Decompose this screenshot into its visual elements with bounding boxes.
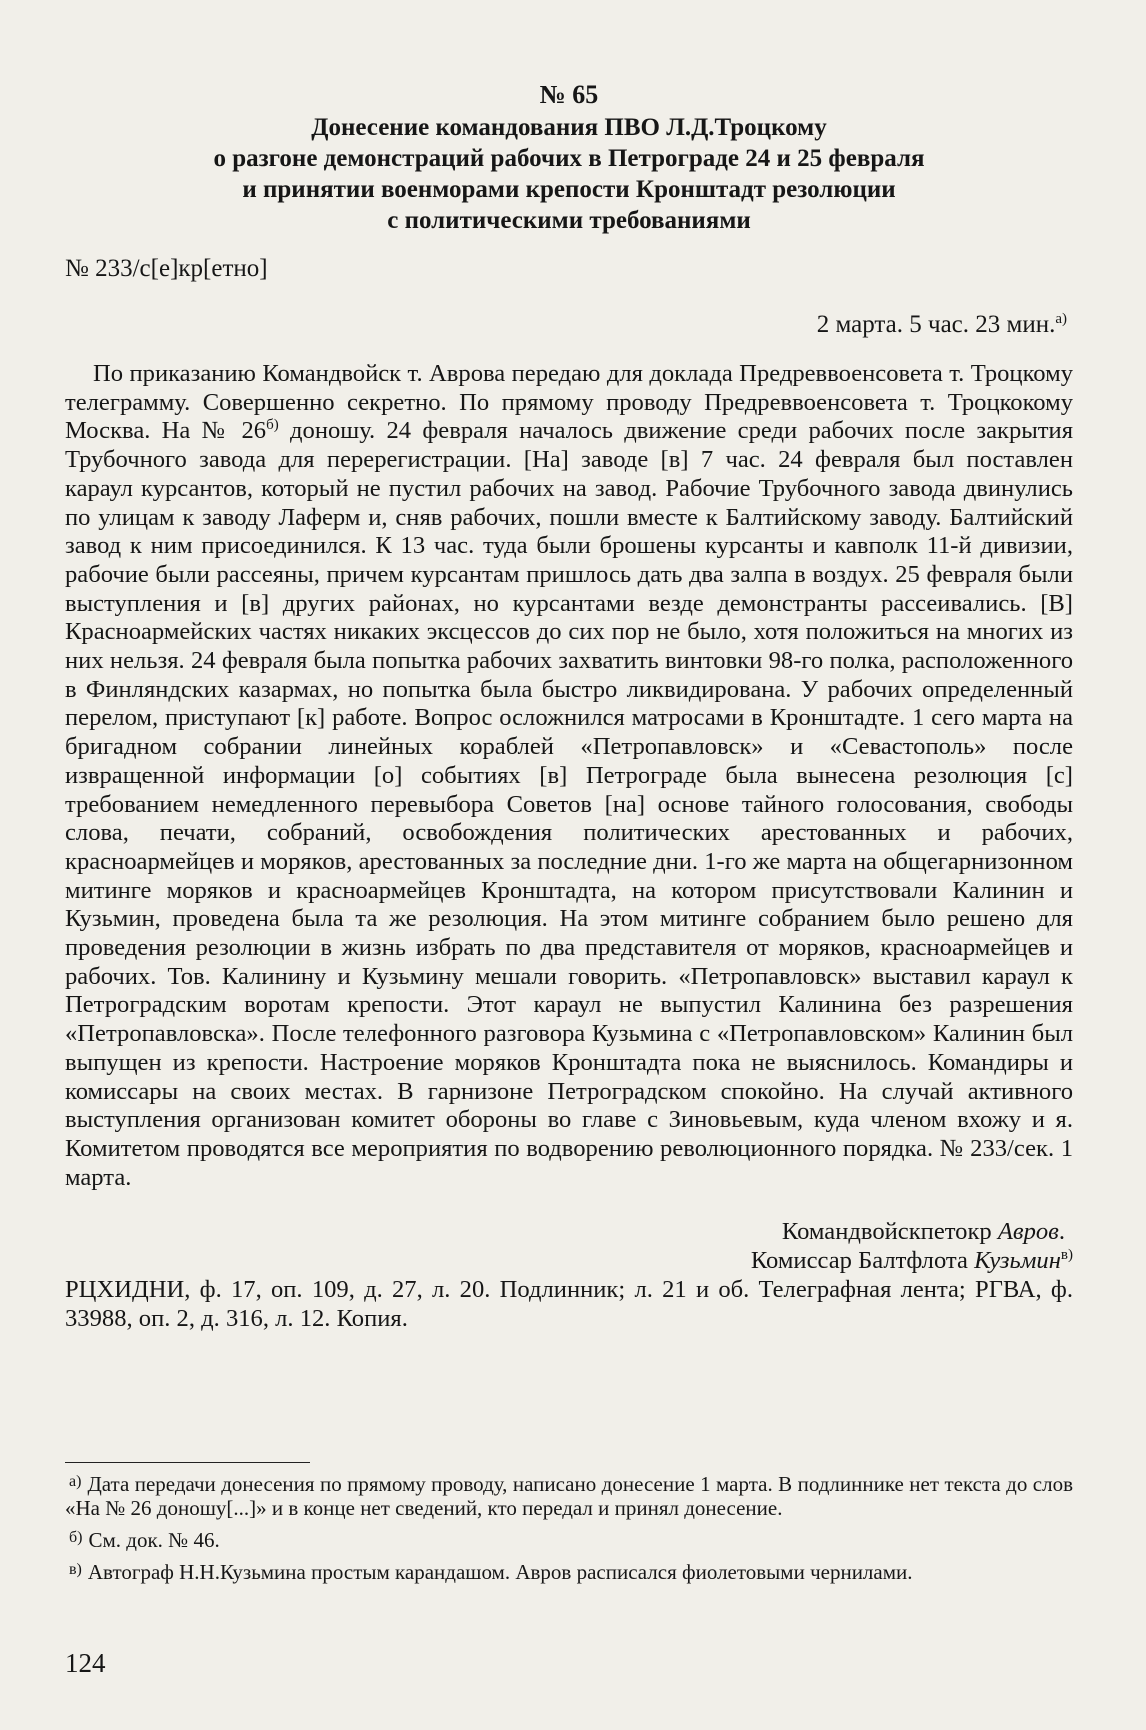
body-part-1: По приказанию Командвойск т. Аврова передаю для доклада Предреввоенсовета т. Троцкому телеграмму. Совершенно секретно. По прямому проводу Предреввоенсовета т. Троцкокому Москва. На № 26 [65, 360, 1073, 445]
footnote-mark: в) [69, 1561, 82, 1578]
signature-name: Кузьмин [974, 1246, 1061, 1274]
dispatch-date [65, 310, 1073, 340]
document-number: № 65 [539, 80, 599, 109]
archive-reference: РЦХИДНИ, ф. 17, оп. 109, д. 27, л. 20. Подлинник; л. 21 и об. Телеграфная лента; РГВА, ф. 33988, оп. 2, д. 316, л. 12. Копия. [65, 1275, 1073, 1332]
footnotes [65, 1470, 1073, 1590]
telegram-body [65, 360, 1073, 1192]
title-line: и принятии военморами крепости Кронштадт резолюции [242, 176, 896, 203]
title-line: о разгоне демонстраций рабочих в Петрограде 24 и 25 февраля [213, 145, 925, 172]
footnote-text: Дата передачи донесения по прямому проводу, написано донесение 1 марта. В подлиннике нет текста до слов «На № 26 доношу[...]» и в конце нет сведений, кто передал и принял донесение. [65, 1472, 1073, 1520]
footnote [65, 1526, 1073, 1552]
date-text: 2 марта. 5 час. 23 мин. [816, 311, 1056, 338]
document-title [65, 112, 1073, 236]
signature-role: Комиссар Балтфлота [750, 1246, 968, 1274]
footnote-text: См. док. № 46. [88, 1528, 220, 1552]
footnote-text: Автограф Н.Н.Кузьмина простым карандашом. Авров расписался фиолетовыми чернилами. [87, 1560, 913, 1584]
signature-role: Командвойскпетокр [781, 1217, 992, 1245]
body-part-2: доношу. 24 февраля началось движение среди рабочих после закрытия Трубочного завода для перерегистрации. [На] заводе [в] 7 час. 24 февраля был поставлен караул курсантов, который не пустил рабочих на завод. Рабочие Трубочного завода двинулись по улицам к заводу Лаферм и, сняв рабочих, пошли вместе к Балтийскому заводу. Балтийский завод к ним присоединился. К 13 час. туда были брошены курсанты и кавполк 11-й дивизии, рабочие были рассеяны, причем курсантам пришлось дать два залпа в воздух. 25 февраля были выступления и [в] других районах, но курсантами везде демонстранты рассеивались. [В] Красноармейских частях никаких эксцессов до сих пор не было, хотя положиться на многих из них нельзя. 24 февраля была попытка рабочих захватить винтовки 98-го полка, расположенного в Финляндских казармах, но попытка была быстро ликвидирована. У рабочих определенный перелом, приступают [к] работе. Вопрос осложнился матросами в Кронштадте. 1 сего марта на бригадном собрании линейных кораблей «Петропавловск» и «Севастополь» после извращенной информации [о] событиях [в] Петрограде была вынесена резолюция [с] требованием немедленного перевыбора Советов [на] основе тайного голосования, свободы слова, печати, собраний, освобождения политических арестованных и рабочих, красноармейцев и моряков, арестованных за последние дни. 1-го же марта на общегарнизонном митинге моряков и красноармейцев Кронштадта, на котором присутствовали Калинин и Кузьмин, проведена была та же резолюция. На этом митинге собранием было решено для проведения резолюции в жизнь избрать по два представителя от моряков, красноармейцев и рабочих. Тов. Калинину и Кузьмину мешали говорить. «Петропавловск» выставил караул к Петроградским воротам крепости. Этот караул не выпустил Калинина без разрешения «Петропавловска». После телефонного разговора Кузьмина с «Петропавловском» Калинин был выпущен из крепости. Настроение моряков Кронштадта пока не выяснилось. Командиры и комиссары на своих местах. В гарнизоне Петроградском спокойно. На случай активного выступления организован комитет обороны во главе с Зиновьевым, куда членом вхожу и я. Комитетом проводятся все мероприятия по водворению революционного порядка. № 233/сек. 1 марта. [65, 417, 1074, 1191]
document-page [65, 80, 1073, 1358]
signature-suffix: . [1058, 1217, 1065, 1245]
reference-number: № 233/с[е]кр[етно] [65, 255, 268, 282]
footnote-mark: б) [69, 1529, 83, 1546]
footnote [65, 1470, 1073, 1520]
page-number: 124 [65, 1648, 106, 1678]
footnote [65, 1558, 1073, 1584]
signature-commissar [65, 1246, 1073, 1275]
footnote-divider [65, 1462, 310, 1463]
footnote-mark: а) [69, 1473, 82, 1490]
title-line: Донесение командования ПВО Л.Д.Троцкому [311, 114, 827, 141]
footnote-ref: в) [1060, 1246, 1073, 1263]
footnote-ref: б) [266, 417, 279, 434]
footnote-ref: а) [1055, 311, 1067, 327]
title-line: с политическими требованиями [387, 207, 751, 234]
signature-commander [65, 1217, 1073, 1246]
signature-name: Авров [997, 1217, 1059, 1245]
